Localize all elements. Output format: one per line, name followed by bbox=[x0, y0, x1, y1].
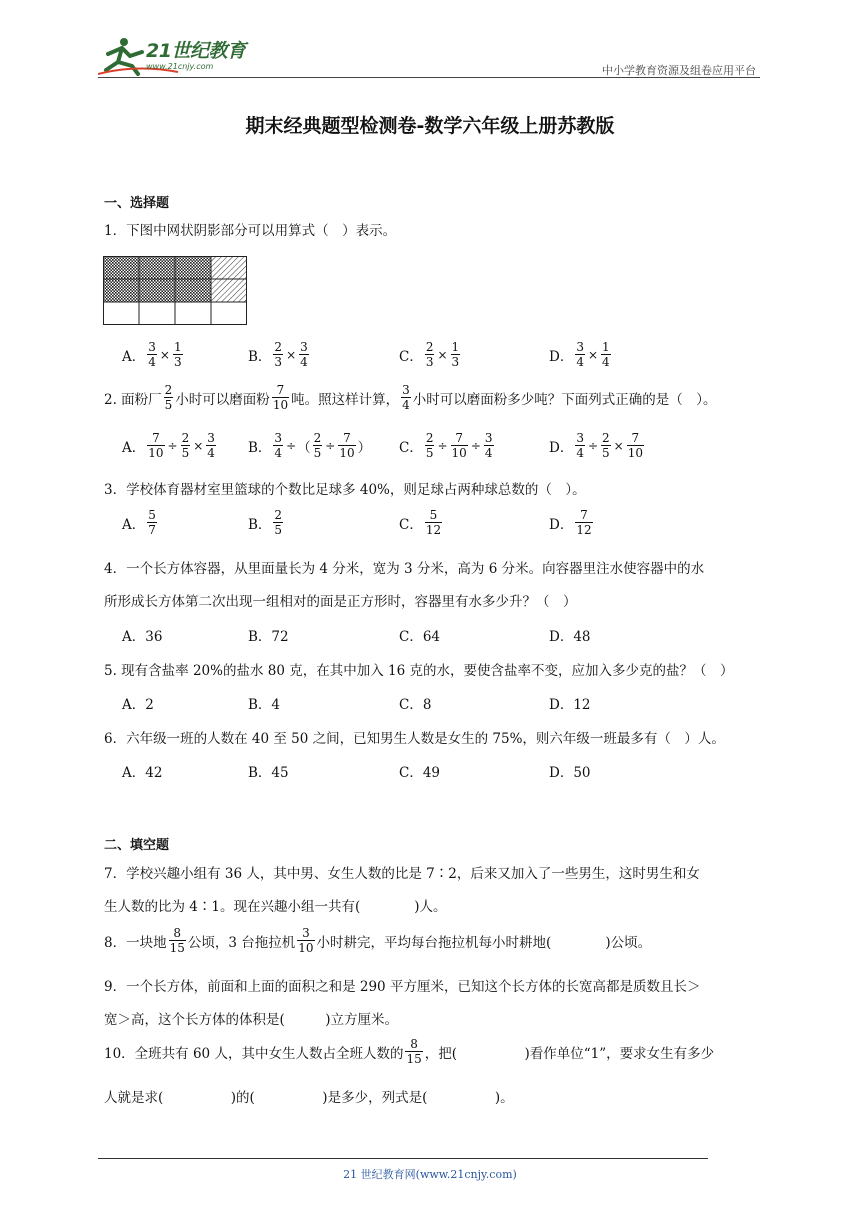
q2-option-b[interactable]: B． $\frac{3}{4}$ ÷ （ $\frac{2}{5}$ ÷ $\frac{7}{10}$ ） bbox=[248, 431, 372, 460]
section-fill-blank: 二、填空题 bbox=[104, 838, 170, 853]
question-5: 5. 现有含盐率 20%的盐水 80 克，在其中加入 16 克的水，要使含盐率不变，应加入多少克的盐？（ ） bbox=[104, 663, 734, 679]
logo-url: www.21cnjy.com bbox=[146, 62, 214, 71]
q3-option-d[interactable]: D． $\frac{7}{12}$ bbox=[549, 508, 592, 537]
question-9-line-2: 宽＞高，这个长方体的体积是( )立方厘米。 bbox=[104, 1012, 399, 1028]
question-9-line-1: 9．一个长方体，前面和上面的面积之和是 290 平方厘米，已知这个长方体的长宽高都是质数且长＞ bbox=[104, 979, 701, 995]
q6-option-d[interactable]: D．50 bbox=[549, 765, 591, 781]
question-7-line-2: 生人数的比为 4∶1。现在兴趣小组一共有( )人。 bbox=[104, 899, 447, 915]
q3-option-b[interactable]: B． $\frac{2}{5}$ bbox=[248, 508, 283, 537]
q3-option-a[interactable]: A． $\frac{5}{7}$ bbox=[122, 508, 156, 537]
q4-option-b[interactable]: B．72 bbox=[248, 629, 289, 645]
q3-option-c[interactable]: C． $\frac{5}{12}$ bbox=[399, 508, 442, 537]
q2-option-d[interactable]: D． $\frac{3}{4}$ ÷ $\frac{2}{5}$ × $\frac{7}{10}$ bbox=[549, 431, 644, 460]
question-2: 2. 面粉厂 $\frac{2}{5}$ 小时可以磨面粉 $\frac{7}{10}$ 吨。照这样计算， $\frac{3}{4}$ 小时可以磨面粉多少吨？下面列式正确的是（ ）。 bbox=[104, 383, 717, 412]
question-8: 8．一块地 $\frac{8}{15}$ 公顷，3 台拖拉机 $\frac{3}{10}$ 小时耕完，平均每台拖拉机每小时耕地( )公顷。 bbox=[104, 926, 652, 955]
q5-option-a[interactable]: A．2 bbox=[122, 697, 154, 713]
question-6: 6．六年级一班的人数在 40 至 50 之间，已知男生人数是女生的 75%，则六年级一班最多有（ ）人。 bbox=[104, 731, 725, 747]
q4-option-d[interactable]: D．48 bbox=[549, 629, 591, 645]
question-4-line-2: 所形成长方体第二次出现一组相对的面是正方形时，容器里有水多少升？（ ） bbox=[104, 594, 577, 610]
q2-option-c[interactable]: C． $\frac{2}{5}$ ÷ $\frac{7}{10}$ ÷ $\frac{3}{4}$ bbox=[399, 431, 493, 460]
q1-option-a[interactable]: A． $\frac{3}{4}$ × $\frac{1}{3}$ bbox=[122, 340, 182, 369]
shaded-grid-figure bbox=[103, 256, 247, 325]
header-divider bbox=[98, 77, 760, 78]
q5-option-d[interactable]: D．12 bbox=[549, 697, 591, 713]
footer-divider bbox=[98, 1158, 708, 1159]
question-7-line-1: 7．学校兴趣小组有 36 人，其中男、女生人数的比是 7∶2，后来又加入了一些男生，这时男生和女 bbox=[104, 866, 700, 882]
q2-option-a[interactable]: A． $\frac{7}{10}$ ÷ $\frac{2}{5}$ × $\frac{3}{4}$ bbox=[122, 431, 215, 460]
q6-option-b[interactable]: B．45 bbox=[248, 765, 289, 781]
question-3: 3．学校体育器材室里篮球的个数比足球多 40%，则足球占两种球总数的（ ）。 bbox=[104, 482, 586, 498]
q5-option-b[interactable]: B．4 bbox=[248, 697, 281, 713]
logo-text: 21世纪教育 bbox=[146, 40, 246, 62]
q6-option-c[interactable]: C．49 bbox=[399, 765, 441, 781]
q1-option-d[interactable]: D． $\frac{3}{4}$ × $\frac{1}{4}$ bbox=[549, 340, 610, 369]
question-4-line-1: 4．一个长方体容器，从里面量长为 4 分米，宽为 3 分米，高为 6 分米。向容器里注水使容器中的水 bbox=[104, 561, 705, 577]
q4-option-a[interactable]: A．36 bbox=[122, 629, 163, 645]
question-10-line-1: 10．全班共有 60 人，其中女生人数占全班人数的 $\frac{8}{15}$ ，把( )看作单位“1”，要求女生有多少 bbox=[104, 1037, 715, 1066]
q5-option-c[interactable]: C．8 bbox=[399, 697, 432, 713]
platform-name: 中小学教育资源及组卷应用平台 bbox=[602, 64, 756, 77]
question-1: 1．下图中网状阴影部分可以用算式（ ）表示。 bbox=[104, 223, 397, 239]
question-10-line-2: 人就是求( )的( )是多少，列式是( )。 bbox=[104, 1090, 514, 1106]
section-choice: 一、选择题 bbox=[104, 196, 170, 211]
q1-option-c[interactable]: C． $\frac{2}{3}$ × $\frac{1}{3}$ bbox=[399, 340, 460, 369]
footer-text[interactable]: 21 世纪教育网(www.21cnjy.com) bbox=[343, 1168, 517, 1181]
page-title: 期末经典题型检测卷-数学六年级上册苏教版 bbox=[245, 115, 615, 137]
q6-option-a[interactable]: A．42 bbox=[122, 765, 163, 781]
q4-option-c[interactable]: C．64 bbox=[399, 629, 441, 645]
q1-option-b[interactable]: B． $\frac{2}{3}$ × $\frac{3}{4}$ bbox=[248, 340, 308, 369]
